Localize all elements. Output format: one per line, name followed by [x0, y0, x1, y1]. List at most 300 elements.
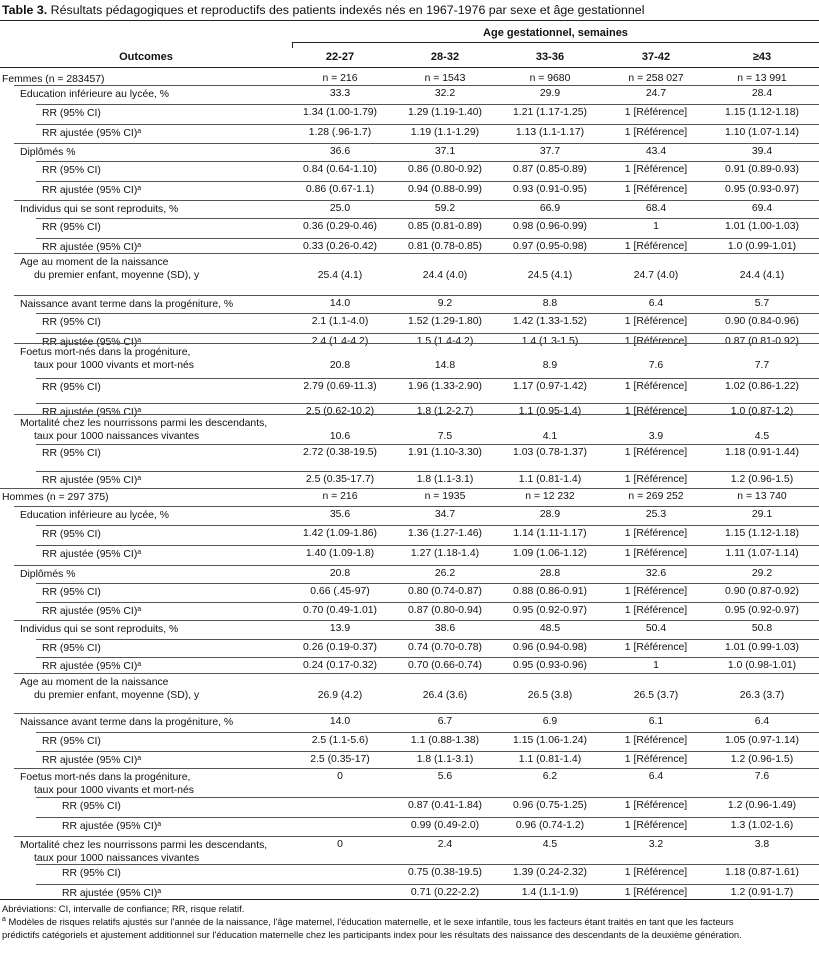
row-separator: [14, 295, 819, 296]
row-label-text: RR (95% CI): [42, 587, 101, 598]
table-cell: 1.01 (1.00-1.03): [725, 221, 799, 232]
row-label-text: RR ajustée (95% CI): [42, 661, 138, 672]
row-label-text: RR ajustée (95% CI): [42, 475, 138, 486]
table-cell: 1.40 (1.09-1.8): [305, 548, 375, 559]
row-label-line2: du premier enfant, moyenne (SD), y: [34, 270, 200, 281]
footnote-a: [2, 915, 734, 928]
table-cell: 5.7: [754, 298, 770, 309]
row-label-text: RR ajustée (95% CI): [42, 755, 138, 766]
row-separator: [36, 583, 819, 584]
table-cell: n = 9680: [529, 73, 571, 84]
table-cell: 4.5: [542, 839, 558, 850]
row-label: [42, 642, 101, 655]
row-label-line2: taux pour 1000 vivants et mort-nés: [34, 360, 194, 371]
row-separator: [14, 85, 819, 86]
row-separator: [14, 343, 819, 344]
table-cell: 1.27 (1.18-1.4): [410, 548, 480, 559]
row-separator: [36, 238, 819, 239]
table-cell: 0.88 (0.86-0.91): [513, 586, 587, 597]
table-cell: 28.9: [539, 509, 561, 520]
row-separator: [14, 506, 819, 507]
row-label: [42, 474, 141, 487]
row-label: [42, 548, 141, 561]
row-label: [42, 316, 101, 329]
row-label: [42, 447, 101, 460]
table-cell: 8.9: [542, 360, 558, 371]
row-label: [20, 298, 233, 311]
table-cell: 25.0: [329, 203, 351, 214]
table-cell: 1 [Référence]: [624, 184, 688, 195]
table-cell: 13.9: [329, 623, 351, 634]
table-cell: n = 216: [322, 491, 358, 502]
row-separator: [36, 104, 819, 105]
footnote-a-line2: prédictifs catégoriels et ajustement additionnel sur l'éducation maternelle chez les participants index pour les résultats des naissance des descendants de la deuxième génération.: [2, 929, 742, 940]
table-cell: 6.9: [542, 716, 558, 727]
table-cell: 0.81 (0.78-0.85): [408, 241, 482, 252]
table-cell: 1 [Référence]: [624, 447, 688, 458]
table-cell: n = 258 027: [628, 73, 684, 84]
table-cell: 25.3: [645, 509, 667, 520]
row-label-text: RR (95% CI): [42, 448, 101, 459]
row-separator: [14, 620, 819, 621]
table-cell: 24.7: [645, 88, 667, 99]
table-cell: 0.36 (0.29-0.46): [303, 221, 377, 232]
footnote-marker: a: [157, 888, 162, 895]
table-cell: 1.96 (1.33-2.90): [408, 381, 482, 392]
table-cell: 1.3 (1.02-1.6): [730, 820, 794, 831]
row-separator: [0, 488, 819, 489]
table-cell: 1.2 (0.96-1.5): [730, 474, 794, 485]
table-cell: 0.87 (0.81-0.92): [725, 336, 799, 347]
table-cell: 2.5 (1.1-5.6): [311, 735, 369, 746]
row-separator: [14, 200, 819, 201]
row-label: [42, 381, 101, 394]
table-cell: 1.1 (0.95-1.4): [518, 406, 582, 417]
table-cell: 0.95 (0.93-0.96): [513, 660, 587, 671]
table-cell: 1 [Référence]: [624, 867, 688, 878]
table-cell: 1.18 (0.87-1.61): [725, 867, 799, 878]
table-cell: 1 [Référence]: [624, 336, 688, 347]
row-separator: [14, 253, 819, 254]
footnote-marker: a: [137, 407, 142, 414]
table-cell: 48.5: [539, 623, 561, 634]
row-label-text: RR (95% CI): [42, 317, 101, 328]
table-cell: 2.5 (0.35-17.7): [305, 474, 375, 485]
table-number: Table 3.: [2, 3, 48, 17]
table-cell: 0.93 (0.91-0.95): [513, 184, 587, 195]
table-cell: 50.8: [751, 623, 773, 634]
column-group-header: Age gestationnel, semaines: [483, 27, 628, 39]
table-cell: 2.5 (0.35-17): [310, 754, 370, 765]
column-header-3: 33-36: [535, 51, 565, 63]
header-rule: [0, 67, 819, 68]
table-cell: 1.29 (1.19-1.40): [408, 107, 482, 118]
row-label: [20, 346, 194, 372]
row-separator: [36, 218, 819, 219]
table-cell: 9.2: [437, 298, 453, 309]
table-cell: 4.1: [542, 431, 558, 442]
row-separator: [36, 732, 819, 733]
table-cell: 0.70 (0.66-0.74): [408, 660, 482, 671]
table-cell: 0.26 (0.19-0.37): [303, 642, 377, 653]
table-cell: 1.5 (1.4-4.2): [416, 336, 474, 347]
row-label-text: Foetus mort-nés dans la progéniture,: [20, 347, 191, 358]
column-header-1: 22-27: [325, 51, 355, 63]
table-cell: 6.4: [648, 771, 664, 782]
row-label-text: RR (95% CI): [42, 222, 101, 233]
row-label: [20, 203, 178, 216]
table-cell: 2.79 (0.69-11.3): [303, 381, 377, 392]
table-cell: 7.7: [754, 360, 770, 371]
table-cell: n = 216: [322, 73, 358, 84]
table-cell: 6.4: [648, 298, 664, 309]
row-label: [62, 820, 161, 833]
footnote-marker: a: [157, 821, 162, 828]
footnote-a-mark: a: [2, 916, 6, 923]
row-label: [20, 509, 169, 522]
table-cell: 0.95 (0.92-0.97): [725, 605, 799, 616]
table-cell: 1 [Référence]: [624, 605, 688, 616]
footnote-marker: a: [137, 337, 142, 344]
table-cell: 28.8: [539, 568, 561, 579]
table-cell: 1 [Référence]: [624, 164, 688, 175]
table-cell: 24.7 (4.0): [633, 270, 679, 281]
footnote-marker: a: [137, 475, 142, 482]
table-cell: 1.03 (0.78-1.37): [513, 447, 587, 458]
row-label: [20, 146, 75, 159]
table-cell: 1.42 (1.33-1.52): [513, 316, 587, 327]
row-separator: [14, 414, 819, 415]
table-cell: 1.0 (0.98-1.01): [727, 660, 797, 671]
table-cell: 6.4: [754, 716, 770, 727]
row-label-text: Individus qui se sont reproduits, %: [20, 624, 179, 635]
table-cell: 29.9: [539, 88, 561, 99]
table-cell: 1.91 (1.10-3.30): [408, 447, 482, 458]
table-cell: n = 13 740: [737, 491, 787, 502]
outcomes-header: Outcomes: [119, 51, 173, 63]
table-cell: 24.4 (4.1): [739, 270, 785, 281]
table-cell: 0: [337, 771, 343, 782]
row-label: [20, 676, 199, 702]
row-separator: [36, 403, 819, 404]
table-cell: 1.1 (0.81-1.4): [518, 754, 582, 765]
table-cell: 0.90 (0.87-0.92): [725, 586, 799, 597]
table-cell: 26.3 (3.7): [739, 690, 785, 701]
row-label-text: Mortalité chez les nourrissons parmi les descendants,: [20, 840, 268, 851]
row-label-text: RR (95% CI): [42, 643, 101, 654]
table-cell: 0.84 (0.64-1.10): [303, 164, 377, 175]
row-label-line2: taux pour 1000 naissances vivantes: [34, 431, 200, 442]
table-cell: 32.2: [434, 88, 456, 99]
table-cell: 1.18 (0.91-1.44): [725, 447, 799, 458]
row-label-text: RR ajustée (95% CI): [42, 337, 138, 348]
table-cell: 14.0: [329, 716, 351, 727]
table-cell: 26.4 (3.6): [422, 690, 468, 701]
row-label-text: RR ajustée (95% CI): [42, 242, 138, 253]
row-label: [20, 568, 75, 581]
row-label: [42, 586, 101, 599]
table-cell: 0.87 (0.41-1.84): [408, 800, 482, 811]
row-separator: [36, 161, 819, 162]
table-cell: 33.3: [329, 88, 351, 99]
row-separator: [36, 657, 819, 658]
row-separator: [36, 333, 819, 334]
footnote-marker: a: [137, 755, 142, 762]
table-cell: 1.15 (1.06-1.24): [513, 735, 587, 746]
table-cell: 29.2: [751, 568, 773, 579]
row-label-text: RR ajustée (95% CI): [42, 185, 138, 196]
table-cell: 1 [Référence]: [624, 820, 688, 831]
row-label: [42, 754, 141, 767]
table-cell: 1 [Référence]: [624, 474, 688, 485]
table-cell: 24.5 (4.1): [527, 270, 573, 281]
table-cell: 0.75 (0.38-19.5): [408, 867, 482, 878]
row-separator: [14, 143, 819, 144]
table-cell: 1 [Référence]: [624, 586, 688, 597]
table-cell: 1.34 (1.00-1.79): [303, 107, 377, 118]
group-header-tick: [292, 42, 293, 48]
table-cell: 1.4 (1.1-1.9): [521, 887, 579, 898]
row-label-text: Age au moment de la naissance: [20, 257, 169, 268]
table-cell: 1.8 (1.1-3.1): [416, 754, 474, 765]
row-label: [42, 735, 101, 748]
row-separator: [14, 713, 819, 714]
row-label-text: RR ajustée (95% CI): [42, 407, 138, 418]
table-cell: 66.9: [539, 203, 561, 214]
row-label: [20, 716, 233, 729]
row-label-line2: taux pour 1000 vivants et mort-nés: [34, 785, 194, 796]
row-label-text: Naissance avant terme dans la progéniture, %: [20, 299, 234, 310]
row-label-text: Femmes (n = 283457): [2, 74, 105, 85]
table-cell: 0.33 (0.26-0.42): [303, 241, 377, 252]
row-label-text: Age au moment de la naissance: [20, 677, 169, 688]
table-cell: 7.5: [437, 431, 453, 442]
row-separator: [36, 181, 819, 182]
table-cell: 0.86 (0.80-0.92): [408, 164, 482, 175]
row-separator: [14, 836, 819, 837]
row-label: [20, 417, 267, 443]
table-cell: 1 [Référence]: [624, 754, 688, 765]
table-cell: 1.1 (0.81-1.4): [518, 474, 582, 485]
table-cell: 10.6: [329, 431, 351, 442]
row-label-text: RR ajustée (95% CI): [62, 821, 158, 832]
table-cell: 0.90 (0.84-0.96): [725, 316, 799, 327]
table-cell: 1 [Référence]: [624, 316, 688, 327]
table-cell: 1 [Référence]: [624, 642, 688, 653]
table-cell: 1.02 (0.86-1.22): [725, 381, 799, 392]
row-separator: [36, 378, 819, 379]
table-cell: 2.4 (1.4-4.2): [311, 336, 369, 347]
table-cell: 43.4: [645, 146, 667, 157]
row-label-text: Diplômés %: [20, 147, 76, 158]
table-cell: 20.8: [329, 360, 351, 371]
top-rule: [0, 20, 819, 21]
row-label-text: Education inférieure au lycée, %: [20, 89, 170, 100]
footnote-marker: a: [137, 185, 142, 192]
table-cell: 1.14 (1.11-1.17): [513, 528, 587, 539]
table-cell: 0.86 (0.67-1.1): [305, 184, 375, 195]
row-label: [20, 771, 194, 797]
table-cell: 0.96 (0.74-1.2): [515, 820, 585, 831]
table-cell: 0.70 (0.49-1.01): [303, 605, 377, 616]
table-cell: 0.91 (0.89-0.93): [725, 164, 799, 175]
table-cell: 1.09 (1.06-1.12): [513, 548, 587, 559]
table-caption: Résultats pédagogiques et reproductifs des patients indexés nés en 1967-1976 par sexe et âge gestationnel: [50, 3, 645, 17]
table-cell: n = 1543: [424, 73, 466, 84]
table-cell: 1 [Référence]: [624, 528, 688, 539]
table-cell: 1.15 (1.12-1.18): [725, 107, 799, 118]
table-cell: 29.1: [751, 509, 773, 520]
row-label: [42, 605, 141, 618]
row-separator: [14, 673, 819, 674]
table-cell: 2.4: [437, 839, 453, 850]
table-cell: 1.4 (1.3-1.5): [521, 336, 579, 347]
table-cell: 37.1: [434, 146, 456, 157]
row-separator: [36, 751, 819, 752]
row-label: [62, 867, 121, 880]
table-cell: 0.96 (0.94-0.98): [513, 642, 587, 653]
table-cell: n = 1935: [424, 491, 466, 502]
table-cell: 6.1: [648, 716, 664, 727]
table-cell: n = 269 252: [628, 491, 684, 502]
table-cell: 0.80 (0.74-0.87): [408, 586, 482, 597]
table-cell: 0.98 (0.96-0.99): [513, 221, 587, 232]
row-label-text: RR (95% CI): [62, 868, 121, 879]
row-label: [2, 491, 109, 504]
table-cell: 1 [Référence]: [624, 127, 688, 138]
column-header-5: ≥43: [752, 51, 772, 63]
footnote-marker: a: [137, 661, 142, 668]
table-cell: 1.17 (0.97-1.42): [513, 381, 587, 392]
row-label-text: RR (95% CI): [42, 736, 101, 747]
row-label: [42, 127, 141, 140]
table-cell: 1.42 (1.09-1.86): [303, 528, 377, 539]
row-separator: [36, 797, 819, 798]
table-cell: 6.2: [542, 771, 558, 782]
table-cell: 1.15 (1.12-1.18): [725, 528, 799, 539]
group-header-rule: [292, 42, 819, 43]
row-label-text: RR ajustée (95% CI): [62, 888, 158, 899]
table-cell: 1.39 (0.24-2.32): [513, 867, 587, 878]
table-cell: 0.95 (0.93-0.97): [725, 184, 799, 195]
table-cell: n = 12 232: [525, 491, 575, 502]
table-cell: 2.5 (0.62-10.2): [305, 406, 375, 417]
table-cell: 1 [Référence]: [624, 381, 688, 392]
table-cell: 0.87 (0.80-0.94): [408, 605, 482, 616]
table-cell: 20.8: [329, 568, 351, 579]
table-cell: 0.85 (0.81-0.89): [408, 221, 482, 232]
table-cell: 0.24 (0.17-0.32): [303, 660, 377, 671]
row-label-text: RR ajustée (95% CI): [42, 549, 138, 560]
row-separator: [36, 444, 819, 445]
table-cell: 34.7: [434, 509, 456, 520]
table-cell: 69.4: [751, 203, 773, 214]
row-label-text: RR (95% CI): [42, 165, 101, 176]
table-cell: 1.1 (0.88-1.38): [410, 735, 480, 746]
column-header-2: 28-32: [430, 51, 460, 63]
table-cell: 1 [Référence]: [624, 548, 688, 559]
table-cell: 1.8 (1.2-2.7): [416, 406, 474, 417]
table-cell: 38.6: [434, 623, 456, 634]
row-separator: [36, 525, 819, 526]
row-separator: [36, 884, 819, 885]
row-label: [20, 839, 267, 865]
row-label-text: Education inférieure au lycée, %: [20, 510, 170, 521]
row-label-text: RR ajustée (95% CI): [42, 606, 138, 617]
table-cell: 0.97 (0.95-0.98): [513, 241, 587, 252]
table-cell: 0: [337, 839, 343, 850]
table-cell: 26.2: [434, 568, 456, 579]
row-label-text: RR (95% CI): [42, 108, 101, 119]
table-cell: 1.28 (.96-1.7): [308, 127, 372, 138]
table-cell: 1 [Référence]: [624, 800, 688, 811]
table-cell: 1.2 (0.96-1.5): [730, 754, 794, 765]
table-cell: 36.6: [329, 146, 351, 157]
table-cell: 1.01 (0.99-1.03): [725, 642, 799, 653]
row-separator: [36, 313, 819, 314]
row-label-text: Diplômés %: [20, 569, 76, 580]
table-cell: 0.99 (0.49-2.0): [410, 820, 480, 831]
row-separator: [14, 768, 819, 769]
table-cell: 26.5 (3.7): [633, 690, 679, 701]
table-cell: 2.72 (0.38-19.5): [303, 447, 377, 458]
footnote-a-line1: Modèles de risques relatifs ajustés sur l'année de la naissance, l'âge maternel, l'éducation maternelle, et le sexe infantile, tous les facteurs étant traités en tant que les facteurs: [8, 916, 734, 927]
table-cell: 1.05 (0.97-1.14): [725, 735, 799, 746]
table-cell: 28.4: [751, 88, 773, 99]
table-cell: 1.10 (1.07-1.14): [725, 127, 799, 138]
table-cell: 1.19 (1.1-1.29): [410, 127, 480, 138]
table-cell: 1: [653, 660, 659, 671]
footnote-marker: a: [137, 606, 142, 613]
row-separator: [36, 471, 819, 472]
table-cell: 35.6: [329, 509, 351, 520]
table-cell: 0.95 (0.92-0.97): [513, 605, 587, 616]
table-cell: 1.2 (0.96-1.49): [727, 800, 797, 811]
table-cell: 0.71 (0.22-2.2): [410, 887, 480, 898]
table-cell: 0.66 (.45-97): [310, 586, 370, 597]
table-cell: n = 13 991: [737, 73, 787, 84]
table-cell: 6.7: [437, 716, 453, 727]
column-header-4: 37-42: [641, 51, 671, 63]
table-cell: 8.8: [542, 298, 558, 309]
row-label-text: RR (95% CI): [42, 382, 101, 393]
table-cell: 25.4 (4.1): [317, 270, 363, 281]
table-cell: 1.2 (0.91-1.7): [730, 887, 794, 898]
row-label-text: RR (95% CI): [62, 801, 121, 812]
table-cell: 1 [Référence]: [624, 107, 688, 118]
row-label-text: Hommes (n = 297 375): [2, 492, 109, 503]
table-cell: 5.6: [437, 771, 453, 782]
table-cell: 1.8 (1.1-3.1): [416, 474, 474, 485]
row-label-text: Foetus mort-nés dans la progéniture,: [20, 772, 191, 783]
table-cell: 1 [Référence]: [624, 887, 688, 898]
table-cell: 68.4: [645, 203, 667, 214]
row-label-text: RR (95% CI): [42, 529, 101, 540]
row-label: [62, 800, 121, 813]
table-cell: 0.74 (0.70-0.78): [408, 642, 482, 653]
table-cell: 26.9 (4.2): [317, 690, 363, 701]
table-cell: 2.1 (1.1-4.0): [311, 316, 369, 327]
row-label: [42, 221, 101, 234]
table-cell: 50.4: [645, 623, 667, 634]
row-label: [20, 88, 169, 101]
table-cell: 3.9: [648, 431, 664, 442]
table-cell: 14.8: [434, 360, 456, 371]
table-cell: 1.36 (1.27-1.46): [408, 528, 482, 539]
row-label: [42, 164, 101, 177]
row-label-text: Individus qui se sont reproduits, %: [20, 204, 179, 215]
table-cell: 14.0: [329, 298, 351, 309]
